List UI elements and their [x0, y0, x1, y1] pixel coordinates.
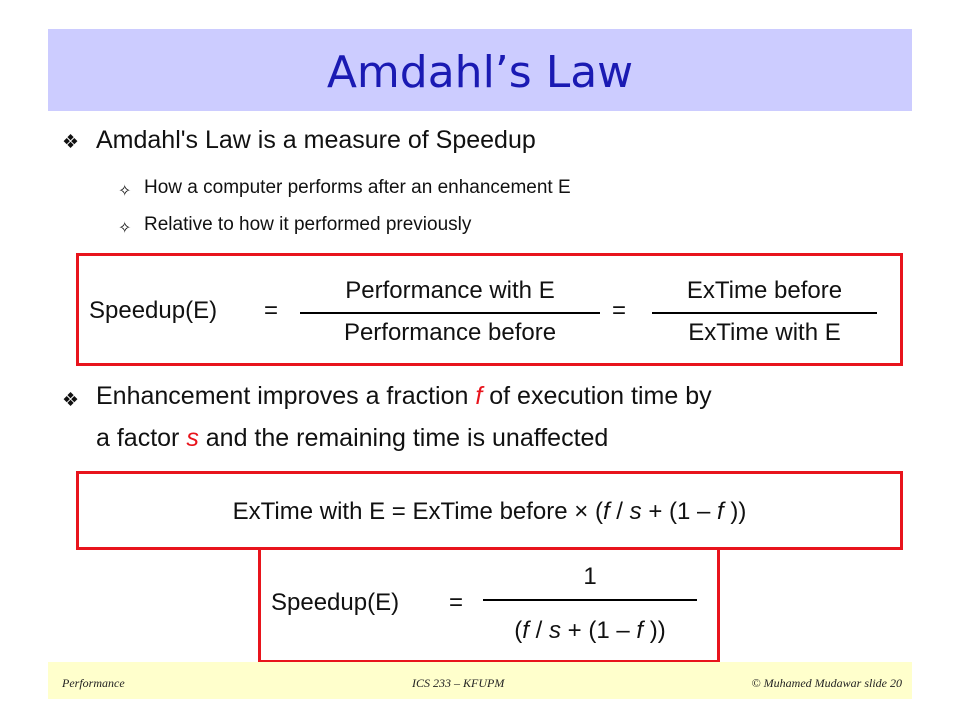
sub-bullet-relative-previous: Relative to how it performed previously [144, 214, 472, 235]
variable-s: s [186, 424, 199, 452]
bullet-marker-icon: ❖ [62, 132, 80, 153]
numerator-one: 1 [583, 563, 597, 590]
footer-topic: Performance [62, 676, 125, 690]
variable-f: f [717, 498, 724, 525]
bullet-text: and the remaining time is unaffected [198, 424, 609, 452]
fraction-bar [652, 312, 877, 314]
footer-course: ICS 233 – KFUPM [412, 676, 505, 690]
speedup-formula-box [76, 253, 903, 366]
formula-text: ( [514, 617, 523, 644]
variable-f: f [636, 617, 644, 644]
variable-f: f [602, 498, 610, 525]
extime-formula [79, 498, 900, 526]
formula-text: + (1 – [641, 498, 718, 525]
formula-text: / [528, 617, 549, 644]
extime-formula-box [76, 471, 903, 550]
footer-author-slide: © Muhamed Mudawar slide 20 [751, 676, 902, 690]
bullet-speedup-measure: Amdahl's Law is a measure of Speedup [96, 126, 536, 154]
formula-text: )) [723, 498, 747, 525]
variable-s: s [548, 617, 561, 644]
speedup-lhs: Speedup(E) [271, 589, 400, 616]
footer-bar [48, 662, 912, 699]
equals-sign: = [612, 297, 627, 324]
denominator-expression [483, 617, 697, 645]
equals-sign: = [264, 297, 279, 324]
equals-sign: = [449, 589, 464, 616]
sub-bullet-marker-icon: ✧ [118, 183, 132, 200]
title-bar [48, 29, 912, 111]
slide-title: Amdahl’s Law [326, 47, 634, 98]
variable-f: f [522, 617, 529, 644]
fraction-bar [483, 599, 697, 601]
formula-text: / [609, 498, 630, 525]
bullet-text: Enhancement improves a fraction [96, 382, 476, 410]
bullet-enhancement-line2 [96, 424, 608, 453]
formula-text: )) [643, 617, 666, 644]
formula-text: ExTime with E = ExTime before × ( [232, 498, 603, 525]
sub-bullet-marker-icon: ✧ [118, 220, 132, 237]
numerator-extime-before: ExTime before [686, 277, 843, 304]
speedup-result-box [258, 547, 720, 663]
fraction-bar [300, 312, 600, 314]
numerator-performance-with-e: Performance with E [345, 277, 555, 304]
bullet-text: of execution time by [482, 382, 712, 410]
variable-s: s [629, 498, 642, 525]
variable-f: f [475, 382, 483, 410]
denominator-performance-before: Performance before [343, 319, 557, 346]
bullet-enhancement-line1 [96, 382, 712, 411]
formula-text: + (1 – [560, 617, 637, 644]
bullet-text: a factor [96, 424, 187, 452]
speedup-lhs: Speedup(E) [89, 297, 218, 324]
bullet-marker-icon: ❖ [62, 390, 80, 411]
denominator-extime-with-e: ExTime with E [688, 319, 841, 346]
sub-bullet-after-enhancement: How a computer performs after an enhancement E [144, 177, 571, 198]
